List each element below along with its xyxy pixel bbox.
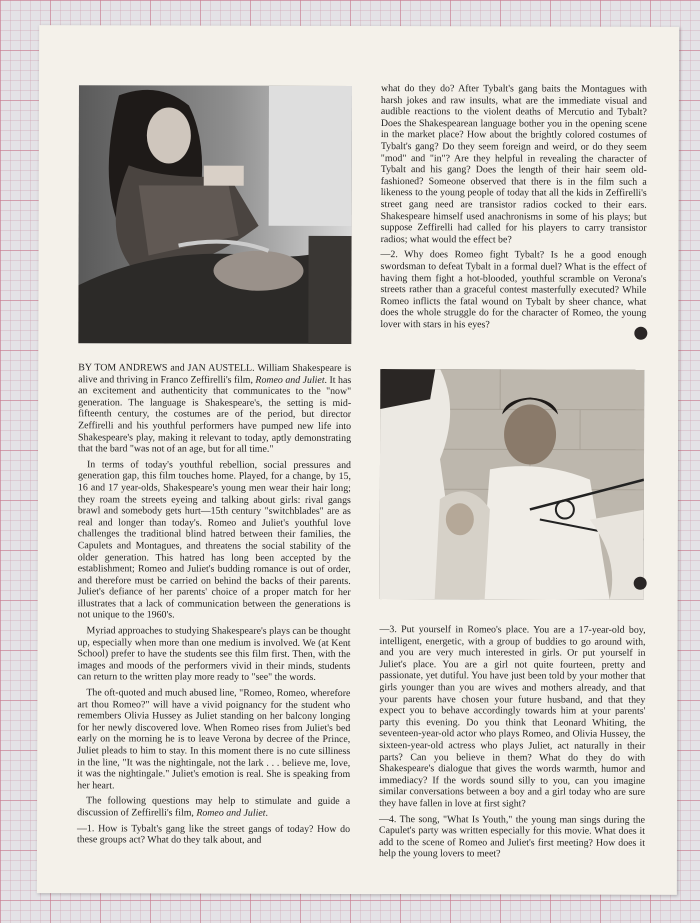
paragraph-approaches: Myriad approaches to studying Shakespeare's plays can be thought up, especially when more than one medium is involved. We (at Kent School) prefer to have the students see this film first. Then, with the images and moods of the performers vivid in their minds, students can return to the written play more ready to "see" the words. xyxy=(77,625,351,684)
left-column xyxy=(77,362,351,850)
question-1: —1. How is Tybalt's gang like the street gangs of today? How do these groups act? What do they talk about, and xyxy=(76,822,351,846)
punch-hole-bottom xyxy=(634,577,647,590)
question-2: —2. Why does Romeo fight Tybalt? Is he a good enough swordsman to defeat Tybalt in a formal duel? What is the effect of having them fight a hot-blooded, youthful scramble on Verona's streets rather than a graceful contest masterfully executed? While Romeo inflicts the fatal wound on Tybalt by sheer chance, what does the whole struggle do for the character of Romeo, the young lover with stars in his eyes? xyxy=(380,249,647,331)
magazine-page xyxy=(37,25,679,895)
paragraph-romeo-quote: The oft-quoted and much abused line, "Romeo, Romeo, wherefore art thou Romeo?" will have a vivid poignancy for the student who remembers Olivia Hussey as Juliet standing on her balcony longing for her newly discovered love. When Romeo rises from Juliet's bed early on the morning he is to leave Verona by decree of the Prince, Juliet pleads to him to stay. In this moment there is no cute silliness in the line, "It was the nightingale, not the lark . . . believe me, love, it was the nightingale." Juliet's emotion is real. She is speaking from her heart. xyxy=(77,687,351,792)
intro-paragraph: BY TOM ANDREWS and JAN AUSTELL. William Shakespeare is alive and thriving in Franco Zeffirelli's film, Romeo and Juliet. It has an excitement and authenticity that communicates to the "now" generation. The language is Shakespeare's, the setting is mid-fifteenth century, the costumes are of the period, but director Zeffirelli and his youthful performers have pumped new life into Shakespeare's play, making it relevant to today, aptly demonstrating that the bard "was not of an age, but for all time." xyxy=(78,362,352,455)
paragraph-generation-gap: In terms of today's youthful rebellion, social pressures and generation gap, this film touches home. Played, for a change, by 15, 16 and 17 year-olds, Shakespeare's young men wear their hair long; they roam the streets eyeing and talking about girls: rival gangs brawl and somebody gets hurt—15th century "switchblades" are as real and longer than today's. Romeo and Juliet's youthful love challenges the traditional blind hatred between their families, the Capulets and Montagues, and threatens the social stability of the older generation. This hatred has long been accepted by the establishment; Romeo and Juliet's budding romance is out of order, and therefore must be carried on behind the backs of their parents. Juliet's defiance of her parents' choice of a proper match for her illustrates that a lack of communication between the generations is not unique to the 1960's. xyxy=(77,459,352,621)
punch-hole-top xyxy=(634,327,647,340)
sword-fight-photo xyxy=(380,369,645,600)
right-column-bottom xyxy=(379,624,646,865)
paragraph-questions-intro: The following questions may help to stimulate and guide a discussion of Zeffirelli's film, Romeo and Juliet. xyxy=(77,795,351,819)
byline: BY TOM ANDREWS and JAN AUSTELL. xyxy=(78,362,255,374)
question-3: —3. Put yourself in Romeo's place. You are a 17-year-old boy, intelligent, energetic, with a group of buddies to go around with, and you are very much interested in girls. Or put yourself in Juliet's place. You are a girl not quite fourteen, pretty and passionate, yet dutiful. You have just been told by your mother that girls younger than you are wives and mothers already, and that your parents have chosen your future husband, and that they expect you to behave accordingly towards him at your parents' party this evening. Do you think that Leonard Whiting, the seventeen-year-old actor who plays Romeo, and Olivia Hussey, the sixteen-year-old actress who plays Juliet, act naturally in their parts? Can you believe in them? What do they do with Shakespeare's dialogue that gives the words warmth, humor and immediacy? If the words sound silly to you, can you imagine similar conversations between a boy and a girl today who are sure they have fallen in love at first sight? xyxy=(379,624,646,810)
juliet-dagger-photo xyxy=(78,85,352,344)
question-4: —4. The song, "What Is Youth," the young man sings during the Capulet's party was written especially for this movie. What does it add to the scene of Romeo and Juliet's first meeting? How does it help the young lovers to meet? xyxy=(378,813,646,860)
film-title: Romeo and Juliet xyxy=(255,374,325,386)
question-1-continued: what do they do? After Tybalt's gang baits the Montagues with harsh jokes and raw insults, what are the immediate visual and audible reactions to the violent deaths of Mercutio and Tybalt? Does the Shakespearean language bother you in the opening scene in the market place? How about the brightly colored costumes of Tybalt's gang? Do they seem foreign and weird, or do they seem "mod" and "in"? Are they helpful in revealing the character of Tybalt and his gang? Does the length of their hair seem old-fashioned? Someone observed that there is in the film such a likeness to the young people of today that all the kids in Zeffirelli's street gang need are transistor radios cocked to their ears. Shakespeare himself used anachronisms in some of his plays; but suppose Zeffirelli had called for his players to carry transistor radios; what would the effect be? xyxy=(380,83,647,246)
right-column-top xyxy=(380,83,647,335)
